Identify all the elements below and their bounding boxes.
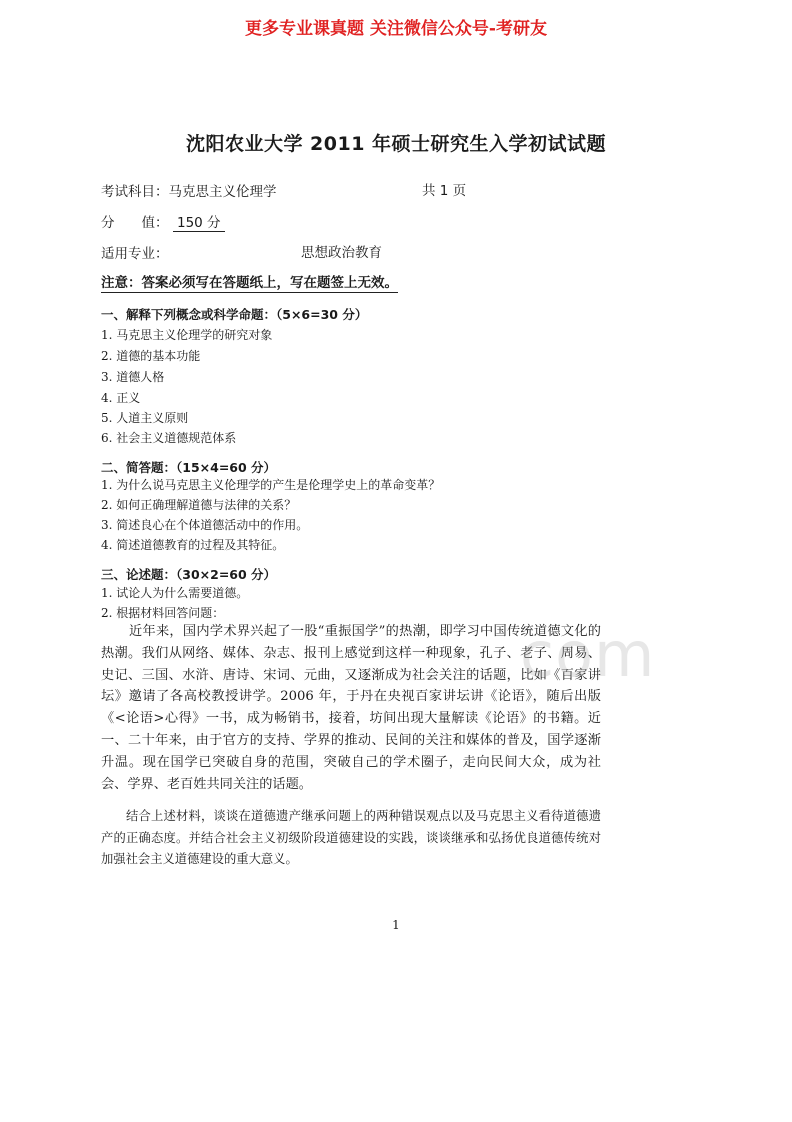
section-2-item: 4. 简述道德教育的过程及其特征。 bbox=[101, 538, 285, 552]
section-3-item: 2. 根据材料回答问题： bbox=[101, 606, 225, 620]
watermark: com bbox=[520, 618, 656, 691]
exam-title: 沈阳农业大学 2011 年硕士研究生入学初试试题 bbox=[185, 133, 607, 155]
section-2-item: 2. 如何正确理解道德与法律的关系？ bbox=[101, 498, 297, 512]
section-1-item: 3. 道德人格 bbox=[101, 370, 165, 384]
section-2-heading: 二、简答题：（15×4=60 分） bbox=[101, 460, 277, 475]
section-2-item: 3. 简述良心在个体道德活动中的作用。 bbox=[101, 518, 309, 532]
material-paragraph: 近年来，国内学术界兴起了一股“重振国学”的热潮，即学习中国传统道德文化的热潮。我们从网络、媒体、杂志、报刊上感觉到这样一种现象，孔子、老子、周易、史记、三国、水浒、唐诗、宋词、元曲，又逐渐成为社会关注的话题，比如《百家讲坛》邀请了各高校教授讲学。2006 年，于丹在央视百家讲坛讲《论语》，随后出版《<论语>心得》一书，成为畅销书，接着，坊间出现大量解读《论语》的书籍。近一、二十年来，由于官方的支持、学界的推动、民间的关注和媒体的普及，国学逐渐升温。现在国学已突破自身的范围，突破自己的学术圈子，走向民间大众，成为社会、学界、老百姓共同关注的话题。 bbox=[101, 624, 601, 792]
section-1-item: 4. 正义 bbox=[101, 391, 141, 405]
answer-note bbox=[101, 271, 398, 291]
section-1-item: 6. 社会主义道德规范体系 bbox=[101, 431, 237, 445]
score-label: 分 值： bbox=[101, 215, 169, 231]
question-paragraph: 结合上述材料，谈谈在道德遗产继承问题上的两种错误观点以及马克思主义看待道德遗产的正确态度。并结合社会主义初级阶段道德建设的实践，谈谈继承和弘扬优良道德传统对加强社会主义道德建设的重大意义。 bbox=[101, 809, 601, 866]
section-1-item: 5. 人道主义原则 bbox=[101, 411, 189, 425]
score-value-text: 150 分 bbox=[173, 215, 225, 232]
page-count: 共 1 页 bbox=[422, 183, 467, 199]
major-label: 适用专业： bbox=[101, 246, 169, 262]
page-number: 1 bbox=[392, 918, 400, 932]
section-3-item: 1. 试论人为什么需要道德。 bbox=[101, 586, 249, 600]
section-2-item: 1. 为什么说马克思主义伦理学的产生是伦理学史上的革命变革？ bbox=[101, 478, 441, 492]
section-1-item: 2. 道德的基本功能 bbox=[101, 349, 201, 363]
section-3-heading: 三、论述题：（30×2=60 分） bbox=[101, 567, 277, 582]
promo-banner: 更多专业课真题 关注微信公众号-考研友 bbox=[245, 19, 547, 39]
section-1-heading: 一、解释下列概念或科学命题：（5×6=30 分） bbox=[101, 307, 368, 322]
subject-label: 考试科目：马克思主义伦理学 bbox=[101, 184, 277, 200]
section-1-item: 1. 马克思主义伦理学的研究对象 bbox=[101, 328, 273, 342]
score-value bbox=[173, 211, 225, 231]
answer-note-text: 注意：答案必须写在答题纸上，写在题签上无效。 bbox=[101, 275, 398, 291]
major-value: 思想政治教育 bbox=[301, 245, 382, 261]
